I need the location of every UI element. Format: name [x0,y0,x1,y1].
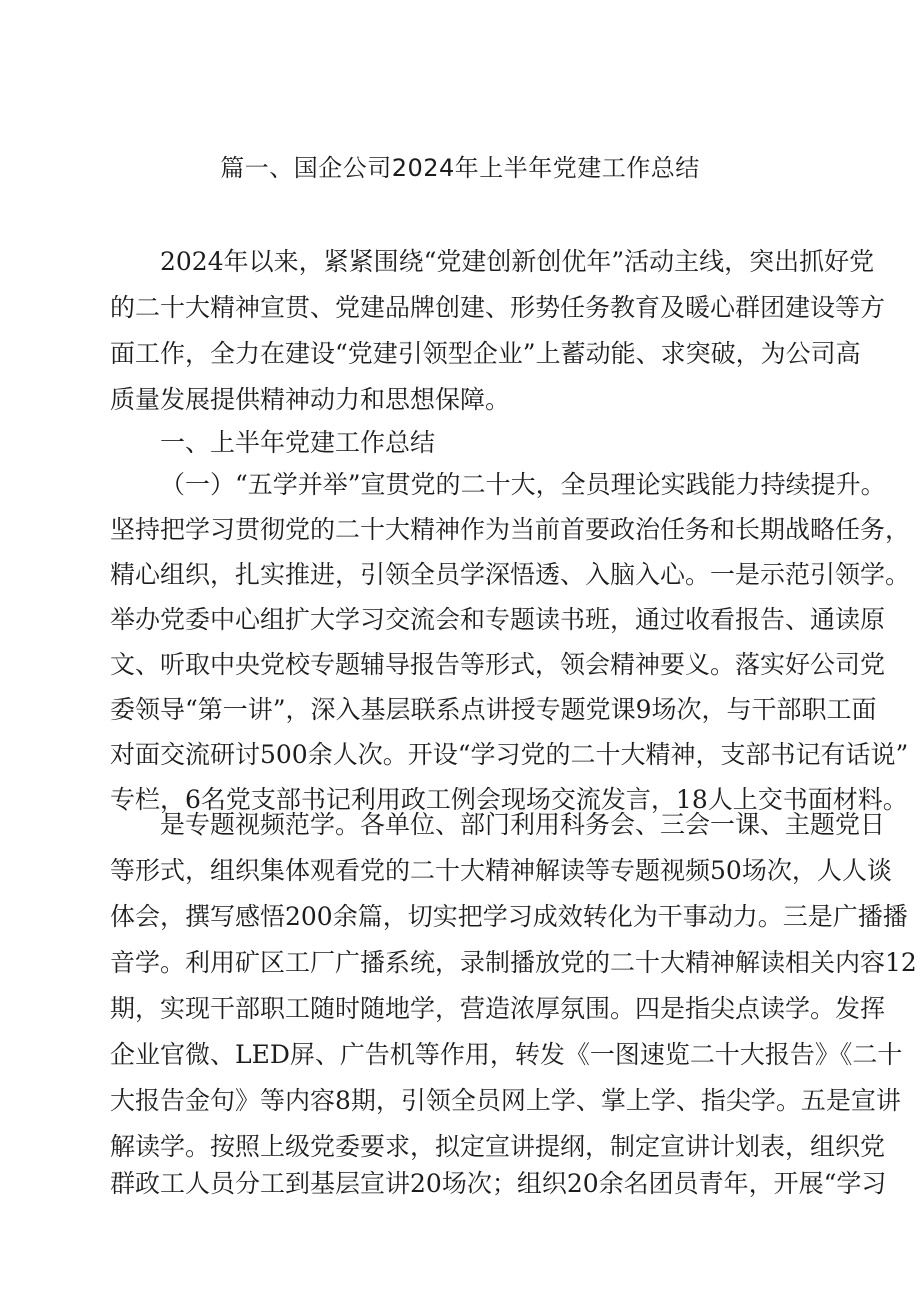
intro-line: 面工作，全力在建设“党建引领型企业”上蓄动能、求突破，为公司高 [110,339,861,368]
section-heading: 一、上半年党建工作总结 [160,428,436,457]
paragraph-line: 是专题视频范学。各单位、部门利用科务会、三会一课、主题党日 [160,810,886,839]
paragraph-line: 企业官微、LED屏、广告机等作用，转发《一图速览二十大报告》《二十 [110,1040,903,1069]
intro-line: 2024年以来，紧紧围绕“党建创新创优年”活动主线，突出抓好党 [160,247,875,276]
paragraph-line: 等形式，组织集体观看党的二十大精神解读等专题视频50场次，人人谈 [110,856,892,885]
paragraph-line: 坚持把学习贯彻党的二十大精神作为当前首要政治任务和长期战略任务， [110,515,911,544]
paragraph-line: 举办党委中心组扩大学习交流会和专题读书班，通过收看报告、通读原 [110,605,886,634]
paragraph-line: 解读学。按照上级党委要求，拟定宣讲提纲，制定宣讲计划表，组织党 [110,1132,886,1161]
paragraph-line: 期，实现干部职工随时随地学，营造浓厚氛围。四是指尖点读学。发挥 [110,994,886,1023]
paragraph-line: 音学。利用矿区工厂广播系统，录制播放党的二十大精神解读相关内容12 [110,948,917,977]
paragraph-line: 体会，撰写感悟200余篇，切实把学习成效转化为干事动力。三是广播播 [110,902,908,931]
document-title: 篇一、国企公司2024年上半年党建工作总结 [220,154,700,182]
paragraph-line: 大报告金句》等内容8期，引领全员网上学、掌上学、指尖学。五是宣讲 [110,1086,901,1115]
intro-line: 的二十大精神宣贯、党建品牌创建、形势任务教育及暖心群团建设等方 [110,293,886,322]
paragraph-line: 群政工人员分工到基层宣讲20场次；组织20余名团员青年，开展“学习 [110,1169,887,1198]
paragraph-line: 精心组织，扎实推进，引领全员学深悟透、入脑入心。一是示范引领学。 [110,560,911,589]
paragraph-line: 文、听取中央党校专题辅导报告等形式，领会精神要义。落实好公司党 [110,650,886,679]
intro-line: 质量发展提供精神动力和思想保障。 [110,385,511,414]
paragraph-line: 委领导“第一讲”，深入基层联系点讲授专题党课9场次，与干部职工面 [110,695,877,724]
paragraph-line: 专栏，6名党支部书记利用政工例会现场交流发言，18人上交书面材料。 [110,785,908,814]
paragraph-line: （一）“五学并举”宣贯党的二十大，全员理论实践能力持续提升。 [160,470,886,499]
paragraph-line: 对面交流研讨500余人次。开设“学习党的二十大精神，支部书记有话说” [110,740,909,769]
